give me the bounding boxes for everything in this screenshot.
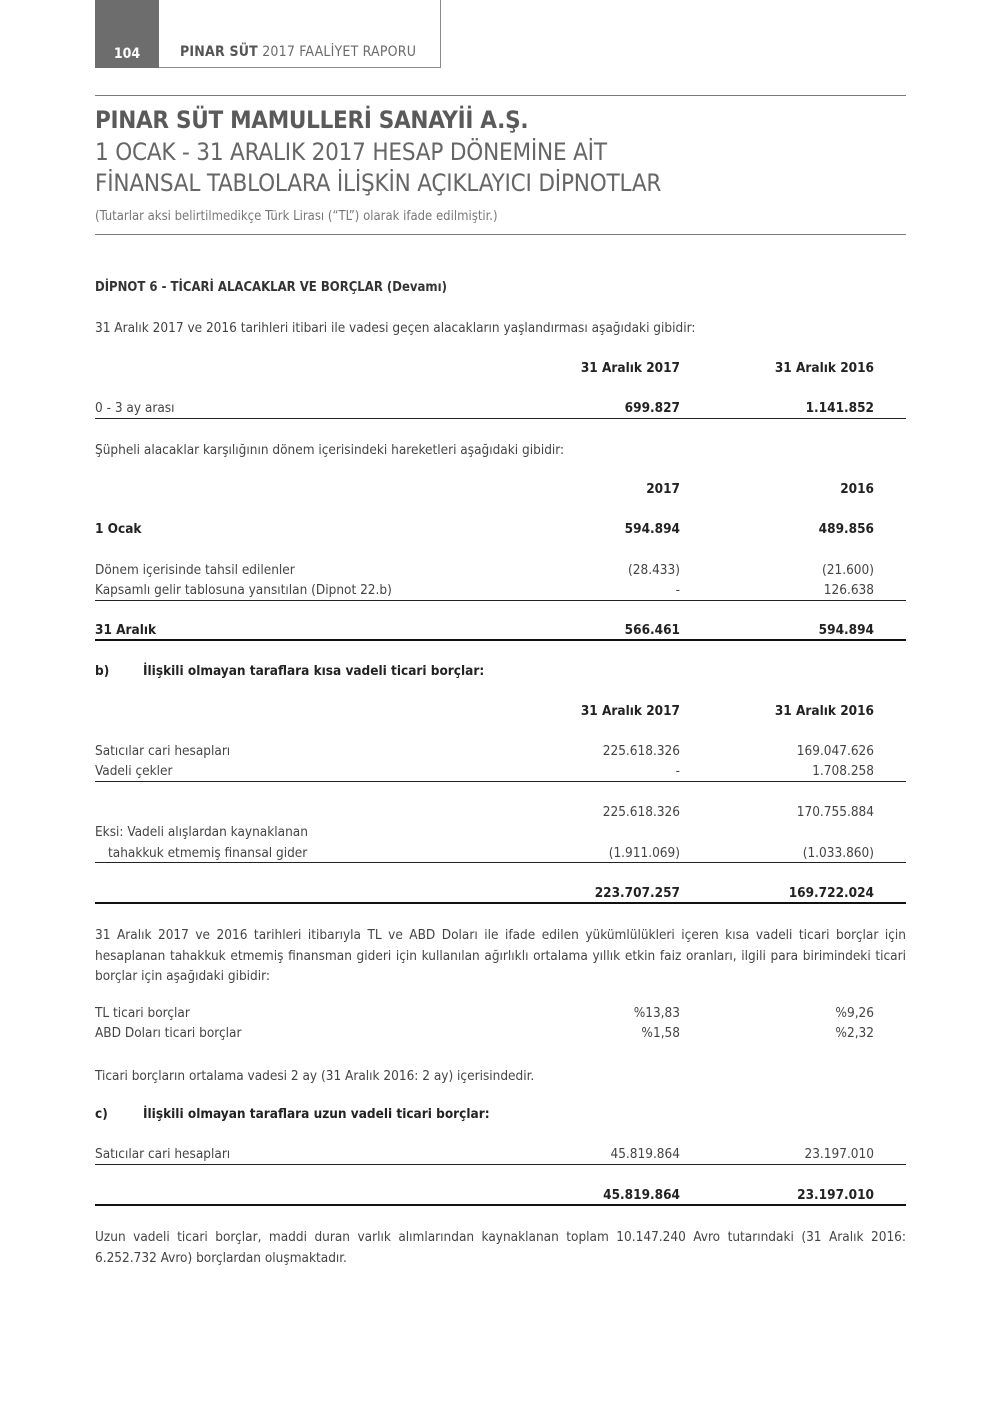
section-title: İlişkili olmayan taraflara kısa vadeli ticari borçlar: (143, 663, 485, 679)
table-row-subtotal (95, 804, 906, 824)
company-name: PINAR SÜT MAMULLERİ SANAYİİ A.Ş. (95, 106, 529, 134)
value-2017: 566.461 (624, 622, 680, 638)
divider-total (95, 639, 906, 641)
divider-total (95, 902, 906, 904)
currency-note: (Tutarlar aksi belirtilmedikçe Türk Lirası (“TL”) olarak ifade edilmiştir.) (95, 209, 498, 224)
table-row-opening (95, 521, 906, 541)
value-2017: - (675, 582, 680, 598)
row-label: Vadeli çekler (95, 763, 173, 779)
row-label: ABD Doları ticari borçlar (95, 1025, 242, 1041)
row-label: Kapsamlı gelir tablosuna yansıtılan (Dipnot 22.b) (95, 582, 392, 598)
table-row (95, 1025, 906, 1045)
title-line-3: FİNANSAL TABLOLARA İLİŞKİN AÇIKLAYICI DİPNOTLAR (95, 169, 662, 197)
value-2016: 594.894 (818, 622, 874, 638)
table-row (95, 763, 906, 783)
title-line-2: 1 OCAK - 31 ARALIK 2017 HESAP DÖNEMİNE AİT (95, 138, 607, 166)
value-2017: - (675, 763, 680, 779)
divider (95, 1164, 906, 1165)
maturity-note: Ticari borçların ortalama vadesi 2 ay (31 Aralık 2016: 2 ay) içerisindedir. (95, 1068, 535, 1084)
value-2017: (1.911.069) (608, 845, 680, 861)
row-label: tahakkuk etmemiş finansal gider (108, 845, 308, 861)
row-label: 31 Aralık (95, 622, 157, 638)
value-2016: 169.047.626 (796, 743, 874, 759)
row-label: TL ticari borçlar (95, 1005, 190, 1021)
table-row (95, 1005, 906, 1025)
divider (95, 600, 906, 601)
value-2016: %2,32 (835, 1025, 874, 1041)
report-subtitle: 2017 FAALİYET RAPORU (262, 44, 417, 60)
section-title: İlişkili olmayan taraflara uzun vadeli ticari borçlar: (143, 1106, 490, 1122)
col-header-2016: 2016 (840, 481, 874, 497)
section-letter: b) (95, 663, 110, 679)
table-row (95, 582, 906, 602)
value-2016: 170.755.884 (796, 804, 874, 820)
value-2017: 45.819.864 (603, 1187, 680, 1203)
value-2017: (28.433) (628, 562, 680, 578)
row-label: Satıcılar cari hesapları (95, 743, 231, 759)
aging-header-row (95, 360, 906, 380)
divider (95, 862, 906, 863)
value-2016: 126.638 (823, 582, 874, 598)
row-label: Satıcılar cari hesapları (95, 1146, 231, 1162)
value-2017: 45.819.864 (610, 1146, 680, 1162)
value-2016: 23.197.010 (797, 1187, 874, 1203)
page-number-tab (95, 0, 159, 68)
value-2017: 225.618.326 (602, 743, 680, 759)
doubtful-intro: Şüpheli alacaklar karşılığının dönem içerisindeki hareketleri aşağıdaki gibidir: (95, 442, 565, 458)
table-row (95, 562, 906, 582)
row-label: 0 - 3 ay arası (95, 400, 175, 416)
col-header-2016: 31 Aralık 2016 (774, 360, 874, 376)
value-2017: 699.827 (624, 400, 680, 416)
col-header-2016: 31 Aralık 2016 (774, 703, 874, 719)
col-header-2017: 2017 (646, 481, 680, 497)
section-title: DİPNOT 6 - TİCARİ ALACAKLAR VE BORÇLAR (Devamı) (95, 280, 447, 295)
row-label: 1 Ocak (95, 521, 142, 537)
section-letter: c) (95, 1106, 108, 1122)
value-2016: 1.141.852 (805, 400, 874, 416)
divider (95, 781, 906, 782)
col-header-2017: 31 Aralık 2017 (580, 703, 680, 719)
value-2016: %9,26 (835, 1005, 874, 1021)
aging-intro: 31 Aralık 2017 ve 2016 tarihleri itibari ile vadesi geçen alacakların yaşlandırması aşağıdaki gibidir: (95, 320, 696, 336)
row-label: Dönem içerisinde tahsil edilenler (95, 562, 295, 578)
title-top-rule (95, 95, 906, 96)
value-2016: 489.856 (818, 521, 874, 537)
value-2017: 225.618.326 (602, 804, 680, 820)
value-2017: 594.894 (624, 521, 680, 537)
col-header-2017: 31 Aralık 2017 (580, 360, 680, 376)
value-2016: 23.197.010 (804, 1146, 874, 1162)
report-brand: PINAR SÜT (180, 44, 258, 60)
value-2017: 223.707.257 (594, 885, 680, 901)
doubtful-header-row (95, 481, 906, 501)
divider (95, 418, 906, 419)
value-2016: 1.708.258 (812, 763, 874, 779)
report-title (180, 44, 416, 60)
table-row (95, 824, 906, 844)
value-2016: 169.722.024 (788, 885, 874, 901)
table-row (95, 1146, 906, 1166)
rates-intro: 31 Aralık 2017 ve 2016 tarihleri itibarıyla TL ve ABD Doları ile ifade edilen yükümlülükleri içeren kısa vadeli ticari borçlar için hesaplanan tahakkuk etmemiş finansman gideri için kullanılan ağırlıklı ortalama yıllık etkin faiz oranları, ilgili para birimindeki ticari borçlar için aşağıdaki gibidir: (95, 927, 906, 984)
table-row (95, 400, 906, 420)
section-b-header-row (95, 703, 906, 723)
page-number: 104 (113, 46, 141, 62)
long-term-footnote: Uzun vadeli ticari borçlar, maddi duran varlık alımlarından kaynaklanan toplam 10.147.240 Avro tutarındaki (31 Aralık 2016: 6.252.732 Avro) borçlardan oluşmaktadır. (95, 1229, 906, 1266)
value-2017: %13,83 (633, 1005, 680, 1021)
divider-total (95, 1204, 906, 1206)
title-bottom-rule (95, 234, 906, 235)
value-2017: %1,58 (641, 1025, 680, 1041)
row-label: Eksi: Vadeli alışlardan kaynaklanan (95, 824, 308, 840)
value-2016: (1.033.860) (802, 845, 874, 861)
value-2016: (21.600) (822, 562, 874, 578)
table-row (95, 743, 906, 763)
